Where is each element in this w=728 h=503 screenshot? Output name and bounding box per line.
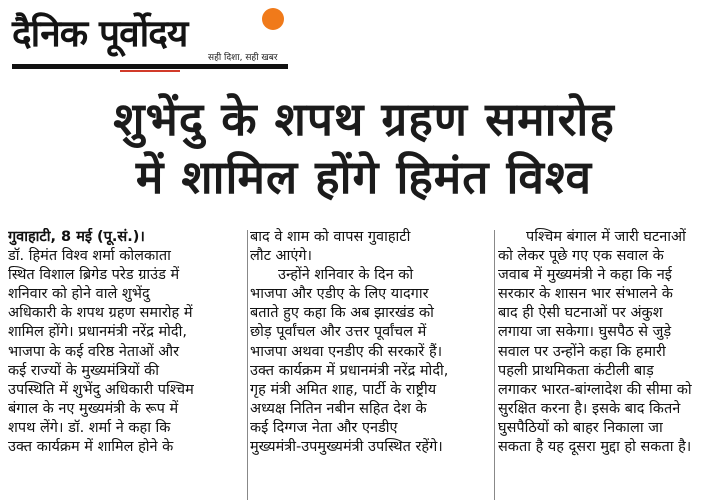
body-line: गृह मंत्री अमित शाह, पार्टी के राष्ट्रीय: [250, 381, 437, 398]
body-line: शामिल होंगे। प्रधानमंत्री नरेंद्र मोदी,: [8, 324, 187, 341]
article-column-1: [8, 228, 244, 457]
body-line: शनिवार को होने वाले शुभेंदु: [8, 286, 150, 303]
body-line: मुख्यमंत्री-उपमुख्यमंत्री उपस्थित रहेंगे।: [250, 439, 443, 456]
article-headline: [0, 90, 728, 206]
body-line: भाजपा के कई वरिष्ठ नेताओं और: [8, 343, 180, 360]
paragraph-start-line: उन्होंने शनिवार के दिन को: [278, 267, 414, 284]
body-line: जवाब में मुख्यमंत्री ने कहा कि नई: [498, 267, 672, 284]
column-divider: [247, 230, 248, 500]
body-line: छोड़ पूर्वांचल और उत्तर पूर्वांचल में: [250, 324, 427, 341]
body-line: स्थित विशाल ब्रिगेड परेड ग्राउंड में: [8, 267, 180, 284]
headline-line-2: में शामिल होंगे हिमंत विश्व: [135, 150, 593, 204]
body-line: को लेकर पूछे गए एक सवाल के: [498, 248, 664, 265]
dateline: गुवाहाटी, 8 मई (पू.सं.)।: [8, 229, 145, 245]
newspaper-logo: दैनिक पूर्वोदय: [12, 12, 188, 55]
column-divider: [494, 230, 495, 500]
body-line: उक्त कार्यक्रम में शामिल होने के: [8, 439, 174, 456]
body-line: सवाल पर उन्होंने कहा कि हमारी: [498, 343, 666, 360]
body-line: कई दिग्गज नेता और एनडीए: [250, 419, 398, 436]
article-column-3: [498, 228, 724, 457]
body-line: भाजपा अथवा एनडीए की सरकारें हैं।: [250, 343, 443, 360]
body-line: उक्त कार्यक्रम में प्रधानमंत्री नरेंद्र मोदी,: [250, 362, 449, 379]
body-line: लगाया जा सकेगा। घुसपैठ से जुड़े: [498, 324, 672, 341]
body-line: सकता है यह दूसरा मुद्दा हो सकता है।: [498, 439, 692, 456]
body-line: सुरक्षित करना है। इसके बाद कितने: [498, 400, 681, 417]
masthead-accent-line: [120, 70, 180, 72]
body-line: अधिकारी के शपथ ग्रहण समारोह में: [8, 305, 193, 322]
tagline: सही दिशा, सही खबर: [208, 53, 278, 63]
body-line: शपथ लेंगे। डॉ. शर्मा ने कहा कि: [8, 419, 171, 436]
body-line: सरकार के शासन भार संभालने के: [498, 286, 673, 303]
article-body: [8, 228, 724, 503]
headline-line-1: शुभेंदु के शपथ ग्रहण समारोह: [113, 92, 615, 146]
paragraph-start-line: पश्चिम बंगाल में जारी घटनाओं: [526, 229, 686, 245]
body-line: लौट आएंगे।: [250, 248, 312, 265]
masthead-underline: [12, 64, 288, 69]
body-line: बाद ही ऐसी घटनाओं पर अंकुश: [498, 305, 663, 322]
body-line: लगाकर भारत-बांग्लादेश की सीमा को: [498, 381, 692, 398]
body-line: बंगाल के नए मुख्यमंत्री के रूप में: [8, 400, 179, 417]
body-line: कई राज्यों के मुख्यमंत्रियों की: [8, 362, 160, 379]
masthead: [10, 4, 290, 74]
body-line: उपस्थिति में शुभेंदु अधिकारी पश्चिम: [8, 381, 194, 398]
body-line: डॉ. हिमंत विश्व शर्मा कोलकाता: [8, 248, 171, 265]
body-line: अध्यक्ष नितिन नबीन सहित देश के: [250, 400, 427, 417]
body-line: पहली प्राथमिकता कंटीली बाड़: [498, 362, 654, 379]
body-line: घुसपैठियों को बाहर निकाला जा: [498, 419, 663, 436]
article-column-2: [250, 228, 490, 457]
body-line: बाद वे शाम को वापस गुवाहाटी: [250, 229, 411, 245]
body-line: भाजपा और एडीए के लिए यादगार: [250, 286, 429, 303]
body-line: बताते हुए कहा कि अब झारखंड को: [250, 305, 434, 322]
sun-logo-icon: [262, 8, 284, 30]
